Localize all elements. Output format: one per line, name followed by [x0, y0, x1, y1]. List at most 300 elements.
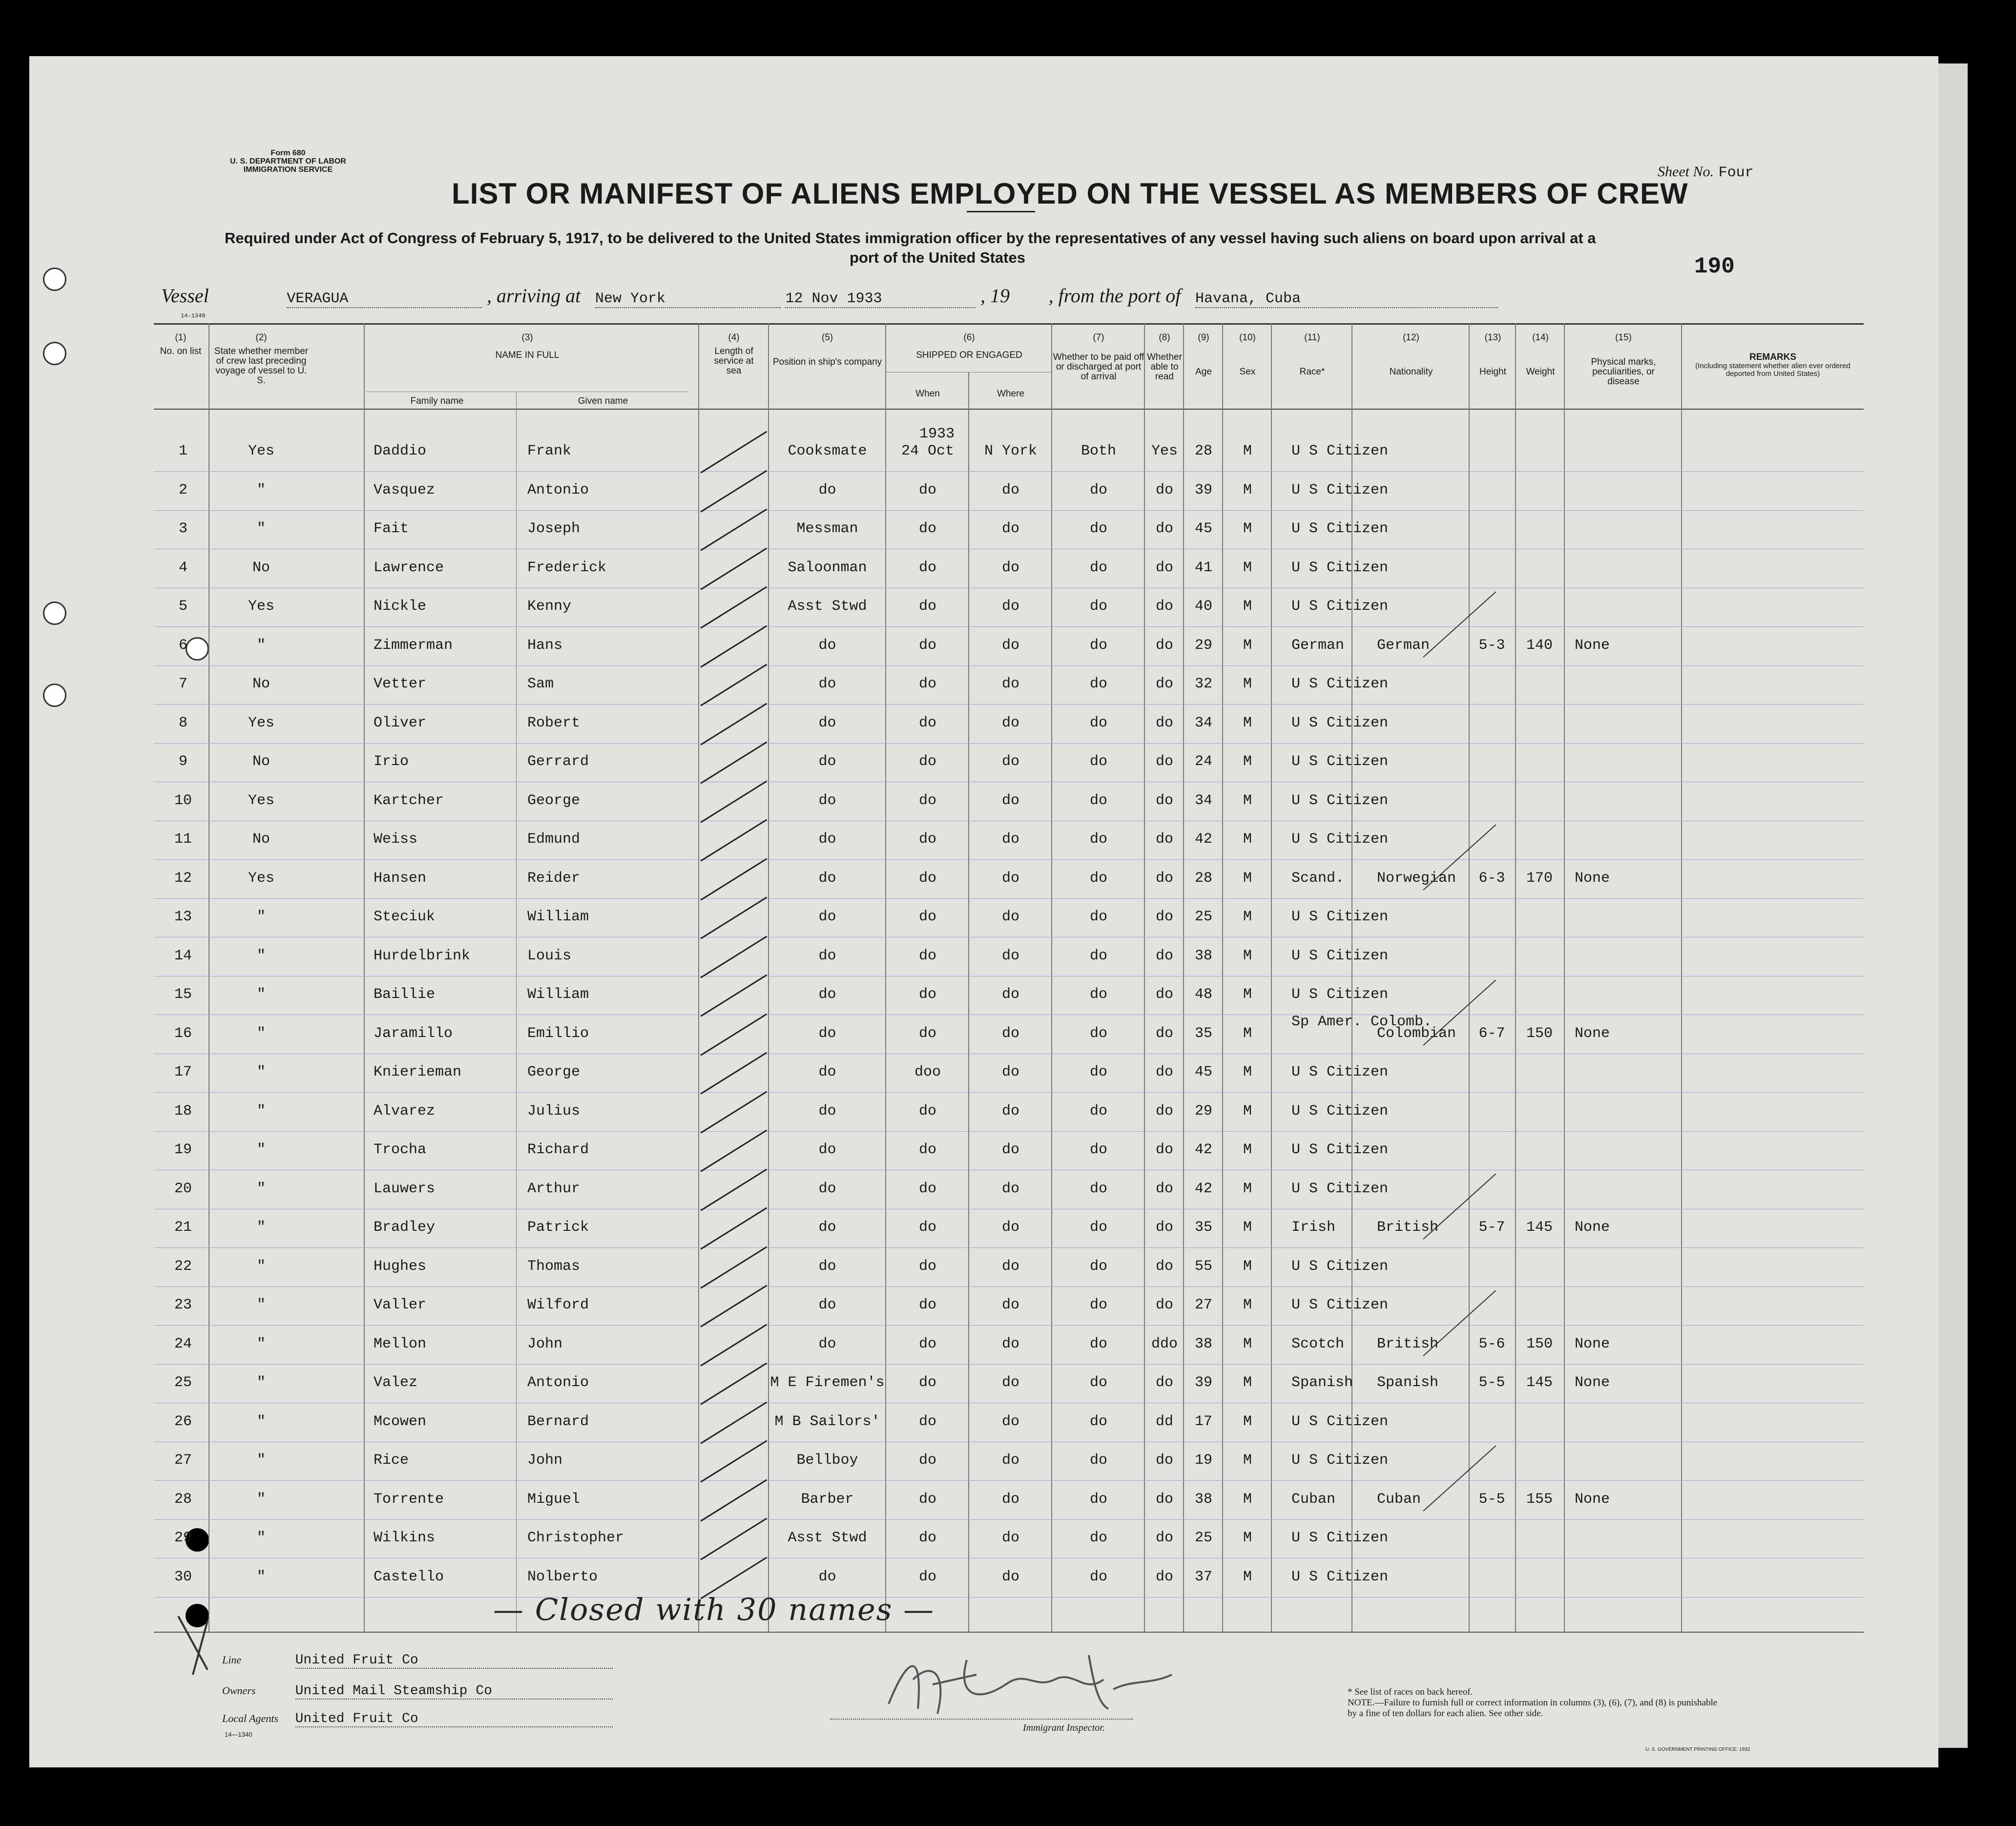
paid-off: do: [1089, 1180, 1107, 1197]
race: U S Citizen: [1291, 559, 1389, 576]
given-name: Reider: [527, 870, 581, 887]
race: U S Citizen: [1291, 986, 1389, 1003]
sex: M: [1243, 1530, 1252, 1546]
position: M E Firemen's: [770, 1374, 885, 1391]
table-row: [154, 1064, 1864, 1102]
previous-voyage: ": [256, 1491, 266, 1508]
previous-voyage: ": [256, 1530, 266, 1546]
col-header-no: (1) No. on list: [160, 332, 202, 356]
race: U S Citizen: [1291, 909, 1389, 925]
paid-off: do: [1089, 909, 1107, 925]
given-name: Thomas: [527, 1258, 581, 1275]
age: 41: [1194, 559, 1212, 576]
col-header-physical-marks: (15) Physical marks, peculiarities, or disease: [1591, 332, 1656, 387]
previous-voyage: ": [256, 1141, 266, 1158]
previous-voyage: ": [256, 1374, 266, 1391]
shipped-when: do: [918, 676, 936, 692]
table-row: [154, 1219, 1864, 1258]
age: 39: [1194, 1374, 1212, 1391]
shipped-where: do: [1001, 831, 1019, 848]
table-row: [154, 443, 1864, 481]
paid-off: do: [1089, 870, 1107, 887]
table-row: [154, 1103, 1864, 1141]
family-name: Zimmerman: [374, 637, 453, 654]
arriving-label: , arriving at: [486, 285, 581, 307]
given-name: Frank: [527, 443, 572, 459]
shipped-when: do: [918, 1530, 936, 1546]
row-number: 29: [174, 1530, 192, 1546]
previous-voyage: ": [256, 947, 266, 964]
binder-hole: [43, 684, 66, 707]
shipped-where: do: [1001, 1530, 1019, 1546]
family-name: Weiss: [374, 831, 418, 848]
race: U S Citizen: [1291, 1568, 1389, 1585]
previous-voyage: No: [252, 753, 270, 770]
age: 39: [1194, 481, 1212, 498]
shipped-where: do: [1001, 1452, 1019, 1469]
shipped-when: do: [918, 792, 936, 809]
row-number: 24: [174, 1335, 192, 1352]
nationality: British: [1377, 1335, 1439, 1352]
able-to-read: do: [1155, 637, 1173, 654]
sex: M: [1243, 1374, 1252, 1391]
crew-table: [154, 323, 1864, 1641]
shipped-when: do: [918, 1452, 936, 1469]
shipped-when: do: [918, 520, 936, 537]
given-name: Miguel: [527, 1491, 581, 1508]
given-name: Richard: [527, 1141, 589, 1158]
given-name: Sam: [527, 676, 554, 692]
sheet-value: Four: [1718, 165, 1754, 181]
previous-voyage: ": [256, 1064, 266, 1080]
col-header-previous-voyage: (2) State whether member of crew last preceding voyage of vessel to U. S.: [214, 332, 309, 386]
table-row: [154, 986, 1864, 1025]
shipped-when: 24 Oct: [901, 443, 955, 459]
family-name: Mcowen: [374, 1413, 427, 1430]
footer-owners: [222, 1683, 613, 1700]
race: German: [1291, 637, 1345, 654]
given-name: Antonio: [527, 481, 589, 498]
row-number: 23: [174, 1297, 192, 1313]
sex: M: [1243, 1568, 1252, 1585]
physical-marks: None: [1575, 1335, 1610, 1352]
race: U S Citizen: [1291, 598, 1389, 615]
position: Asst Stwd: [788, 1530, 867, 1546]
footer-agents: [222, 1711, 613, 1727]
position: do: [818, 1297, 836, 1313]
col-header-able-to-read: (8) Whether able to read: [1147, 332, 1182, 382]
paid-off: do: [1089, 792, 1107, 809]
able-to-read: do: [1155, 831, 1173, 848]
paid-off: do: [1089, 986, 1107, 1003]
given-name: Frederick: [527, 559, 607, 576]
table-row: [154, 792, 1864, 831]
position: Barber: [801, 1491, 854, 1508]
position: do: [818, 986, 836, 1003]
title-underline: [967, 211, 1035, 212]
able-to-read: Yes: [1151, 443, 1178, 459]
position: do: [818, 792, 836, 809]
paid-off: do: [1089, 1413, 1107, 1430]
able-to-read: do: [1155, 714, 1173, 731]
family-name: Vasquez: [374, 481, 436, 498]
col-header-weight: (14) Weight: [1526, 332, 1555, 377]
physical-marks: None: [1575, 1025, 1610, 1042]
sex: M: [1243, 520, 1252, 537]
physical-marks: None: [1575, 1219, 1610, 1236]
physical-marks: None: [1575, 1491, 1610, 1508]
able-to-read: do: [1155, 559, 1173, 576]
agents-label: Local Agents: [222, 1712, 279, 1724]
subtitle-line-2: port of the United States: [850, 249, 1025, 266]
family-name: Valez: [374, 1374, 418, 1391]
row-number: 12: [174, 870, 192, 887]
able-to-read: do: [1155, 947, 1173, 964]
sex: M: [1243, 637, 1252, 654]
table-row: [154, 1013, 1864, 1064]
previous-voyage: ": [256, 1219, 266, 1236]
shipped-where: do: [1001, 676, 1019, 692]
age: 34: [1194, 792, 1212, 809]
table-row: [154, 1181, 1864, 1219]
row-number: 14: [174, 947, 192, 964]
able-to-read: do: [1155, 1102, 1173, 1120]
previous-voyage: Yes: [248, 870, 274, 887]
footer-line: [222, 1653, 613, 1669]
paid-off: do: [1089, 1025, 1107, 1042]
row-number: 25: [174, 1374, 192, 1391]
sex: M: [1243, 1219, 1252, 1236]
previous-voyage: ": [256, 1297, 266, 1313]
sex: M: [1243, 559, 1252, 576]
table-row: [154, 1258, 1864, 1297]
position: do: [818, 1219, 836, 1236]
shipped-when: do: [918, 1141, 936, 1158]
physical-marks: None: [1575, 637, 1610, 654]
binder-hole: [43, 268, 66, 291]
table-bottom-border: [154, 1632, 1864, 1633]
col-header-height: (13) Height: [1479, 332, 1506, 377]
given-name: Christopher: [527, 1530, 624, 1546]
race: U S Citizen: [1291, 676, 1389, 692]
able-to-read: do: [1155, 1258, 1173, 1275]
inspector-line: [830, 1719, 1133, 1720]
sex: M: [1243, 1102, 1252, 1120]
paid-off: do: [1089, 947, 1107, 964]
given-name: Edmund: [527, 831, 581, 848]
vessel-label: Vessel: [161, 285, 209, 307]
family-name: Mellon: [374, 1335, 427, 1352]
paid-off: do: [1089, 753, 1107, 770]
able-to-read: do: [1155, 598, 1173, 615]
able-to-read: do: [1155, 753, 1173, 770]
able-to-read: do: [1155, 676, 1173, 692]
shipped-when: do: [918, 753, 936, 770]
nationality: Colombian: [1377, 1025, 1456, 1042]
weight: 155: [1526, 1491, 1553, 1508]
service-name: IMMIGRATION SERVICE: [243, 166, 333, 174]
race: U S Citizen: [1291, 1064, 1389, 1080]
position: do: [818, 1141, 836, 1158]
year-note: 1933: [919, 426, 955, 442]
race: Cuban: [1291, 1491, 1336, 1508]
race: U S Citizen: [1291, 1297, 1389, 1313]
position: Messman: [796, 520, 858, 537]
able-to-read: do: [1155, 1025, 1173, 1042]
previous-voyage: ": [256, 1102, 266, 1120]
given-name: Emillio: [527, 1025, 589, 1042]
paid-off: do: [1089, 598, 1107, 615]
weight: 150: [1526, 1335, 1553, 1352]
race: Spanish: [1291, 1374, 1353, 1391]
col-header-race: (11) Race*: [1299, 332, 1325, 377]
row-number: 4: [178, 559, 187, 576]
paid-off: do: [1089, 481, 1107, 498]
shipped-where: do: [1001, 986, 1019, 1003]
row-number: 6: [178, 637, 187, 654]
given-name: George: [527, 792, 581, 809]
position: Cooksmate: [788, 443, 867, 459]
inspector-label: Immigrant Inspector.: [1023, 1722, 1105, 1733]
previous-voyage: ": [256, 520, 266, 537]
nationality: Cuban: [1377, 1491, 1421, 1508]
age: 55: [1194, 1258, 1212, 1275]
arrival-date: 12 Nov 1933: [785, 290, 976, 308]
col-header-when: When: [915, 389, 940, 399]
race: Irish: [1291, 1219, 1336, 1236]
shipped-where: do: [1001, 1064, 1019, 1080]
printer-note: U. S. GOVERNMENT PRINTING OFFICE: 1932: [1645, 1747, 1750, 1752]
shipped-where: do: [1001, 1219, 1019, 1236]
row-number: 27: [174, 1452, 192, 1469]
vessel-name: VERAGUA: [287, 290, 482, 308]
table-row: [154, 598, 1864, 637]
row-number: 10: [174, 792, 192, 809]
family-name: Torrente: [374, 1491, 444, 1508]
sex: M: [1243, 831, 1252, 848]
able-to-read: do: [1155, 1180, 1173, 1197]
row-number: 16: [174, 1025, 192, 1042]
position: do: [818, 909, 836, 925]
sex: M: [1243, 1064, 1252, 1080]
previous-voyage: Yes: [248, 792, 274, 809]
previous-voyage: ": [256, 1413, 266, 1430]
given-name: William: [527, 909, 589, 925]
shipped-when: do: [918, 637, 936, 654]
row-number: 28: [174, 1491, 192, 1508]
position: do: [818, 637, 836, 654]
table-row: [154, 637, 1864, 676]
race: U S Citizen: [1291, 1180, 1389, 1197]
table-row: [154, 1452, 1864, 1491]
race: U S Citizen: [1291, 443, 1389, 459]
row-number: 5: [178, 598, 187, 615]
age: 27: [1194, 1297, 1212, 1313]
position: do: [818, 1335, 836, 1352]
age: 35: [1194, 1219, 1212, 1236]
sex: M: [1243, 1491, 1252, 1508]
race: U S Citizen: [1291, 714, 1389, 731]
family-name: Nickle: [374, 598, 427, 615]
nationality: British: [1377, 1219, 1439, 1236]
paid-off: do: [1089, 520, 1107, 537]
able-to-read: dd: [1155, 1413, 1173, 1430]
page-number: 190: [1694, 254, 1735, 279]
age: 42: [1194, 1180, 1212, 1197]
given-name: Patrick: [527, 1219, 589, 1236]
previous-voyage: No: [252, 559, 270, 576]
table-row: [154, 1297, 1864, 1335]
family-name: Trocha: [374, 1141, 427, 1158]
family-name: Kartcher: [374, 792, 444, 809]
able-to-read: do: [1155, 870, 1173, 887]
height: 5-5: [1478, 1374, 1505, 1391]
shipped-when: do: [918, 559, 936, 576]
paid-off: do: [1089, 1530, 1107, 1546]
family-name: Steciuk: [374, 909, 436, 925]
able-to-read: do: [1155, 1374, 1173, 1391]
age: 38: [1194, 947, 1212, 964]
page-title: LIST OR MANIFEST OF ALIENS EMPLOYED ON THE VESSEL AS MEMBERS OF CREW: [452, 177, 1688, 210]
given-name: John: [527, 1452, 563, 1469]
race: U S Citizen: [1291, 831, 1389, 848]
table-row: [154, 1336, 1864, 1374]
previous-voyage: No: [252, 831, 270, 848]
position: do: [818, 481, 836, 498]
sex: M: [1243, 714, 1252, 731]
table-row: [154, 520, 1864, 559]
paid-off: do: [1089, 559, 1107, 576]
family-name: Lauwers: [374, 1180, 436, 1197]
closing-note: — Closed with 30 names —: [493, 1592, 935, 1627]
shipped-where: do: [1001, 1258, 1019, 1275]
shipped-where: do: [1001, 870, 1019, 887]
age: 40: [1194, 598, 1212, 615]
sex: M: [1243, 792, 1252, 809]
paid-off: do: [1089, 1568, 1107, 1585]
able-to-read: do: [1155, 986, 1173, 1003]
shipped-where: do: [1001, 1025, 1019, 1042]
paid-off: do: [1089, 1297, 1107, 1313]
position: do: [818, 714, 836, 731]
family-name: Hughes: [374, 1258, 427, 1275]
age: 28: [1194, 443, 1212, 459]
family-name: Hansen: [374, 870, 427, 887]
col-header-name: (3) NAME IN FULL: [495, 332, 560, 360]
age: 25: [1194, 1530, 1212, 1546]
given-name: John: [527, 1335, 563, 1352]
sex: M: [1243, 598, 1252, 615]
vessel-line: [161, 284, 1498, 308]
race: U S Citizen: [1291, 1102, 1389, 1120]
given-name: George: [527, 1064, 581, 1080]
shipped-when: do: [918, 714, 936, 731]
family-name: Bradley: [374, 1219, 436, 1236]
shipped-when: do: [918, 1374, 936, 1391]
shipped-where: do: [1001, 1180, 1019, 1197]
row-number: 3: [178, 520, 187, 537]
shipped-when: do: [918, 1219, 936, 1236]
table-row: [154, 676, 1864, 714]
shipped-when: do: [918, 986, 936, 1003]
given-name: Bernard: [527, 1413, 589, 1430]
given-name: Nolberto: [527, 1568, 598, 1585]
age: 25: [1194, 909, 1212, 925]
sex: M: [1243, 986, 1252, 1003]
shipped-when: do: [918, 1568, 936, 1585]
previous-voyage: ": [256, 481, 266, 498]
age: 48: [1194, 986, 1212, 1003]
table-row: [154, 1141, 1864, 1180]
family-name: Vetter: [374, 676, 427, 692]
given-name: Louis: [527, 947, 572, 964]
table-row: [154, 870, 1864, 909]
age: 42: [1194, 1141, 1212, 1158]
position: do: [818, 1025, 836, 1042]
margin-mark: [173, 1611, 222, 1680]
race: U S Citizen: [1291, 1141, 1389, 1158]
family-name: Lawrence: [374, 559, 444, 576]
row-number: 26: [174, 1413, 192, 1430]
given-name: Julius: [527, 1102, 581, 1120]
weight: 150: [1526, 1025, 1553, 1042]
position: Saloonman: [788, 559, 867, 576]
previous-voyage: ": [256, 1452, 266, 1469]
table-row: [154, 1569, 1864, 1607]
col-header-family-name: Family name: [410, 396, 464, 406]
paid-off: do: [1089, 1219, 1107, 1236]
shipped-where: do: [1001, 1413, 1019, 1430]
given-name: Antonio: [527, 1374, 589, 1391]
able-to-read: do: [1155, 1141, 1173, 1158]
year-prefix: , 19: [980, 285, 1010, 307]
subtitle-line-1: Required under Act of Congress of February 5, 1917, to be delivered to the United States immigration officer by the representatives of any vessel having such aliens on board upon arrival at a: [225, 229, 1596, 247]
shipped-where: do: [1001, 1374, 1019, 1391]
previous-voyage: ": [256, 1335, 266, 1352]
inspector-signature: [879, 1645, 1182, 1728]
shipped-where: do: [1001, 947, 1019, 964]
race: U S Citizen: [1291, 1530, 1389, 1546]
form-number: Form 680: [270, 149, 306, 157]
col-header-remarks: REMARKS (Including statement whether alien ever ordered deported from United States): [1695, 352, 1850, 378]
able-to-read: do: [1155, 1219, 1173, 1236]
previous-voyage: ": [256, 909, 266, 925]
shipped-where: do: [1001, 559, 1019, 576]
family-name: Fait: [374, 520, 409, 537]
penalty-note: NOTE.—Failure to furnish full or correct information in columns (3), (6), (7), and (8) is punishable by a fine of ten dollars for each alien. See other side.: [1348, 1698, 1718, 1719]
able-to-read: do: [1155, 520, 1173, 537]
race: U S Citizen: [1291, 1258, 1389, 1275]
department-name: U. S. DEPARTMENT OF LABOR: [230, 157, 346, 166]
weight: 145: [1526, 1374, 1553, 1391]
row-number: 7: [178, 676, 187, 692]
nationality: German: [1377, 637, 1430, 654]
page-edge: [1938, 63, 1968, 1748]
race: U S Citizen: [1291, 1413, 1389, 1430]
table-row: [154, 1413, 1864, 1452]
age: 28: [1194, 870, 1212, 887]
weight: 145: [1526, 1219, 1553, 1236]
position: Asst Stwd: [788, 598, 867, 615]
footer-code: 14—1340: [225, 1731, 252, 1738]
shipped-where: do: [1001, 714, 1019, 731]
previous-voyage: Yes: [248, 598, 274, 615]
position: do: [818, 1568, 836, 1585]
shipped-when: do: [918, 1335, 936, 1352]
able-to-read: do: [1155, 1064, 1173, 1080]
family-name: Daddio: [374, 443, 427, 459]
shipped-when: do: [918, 1025, 936, 1042]
